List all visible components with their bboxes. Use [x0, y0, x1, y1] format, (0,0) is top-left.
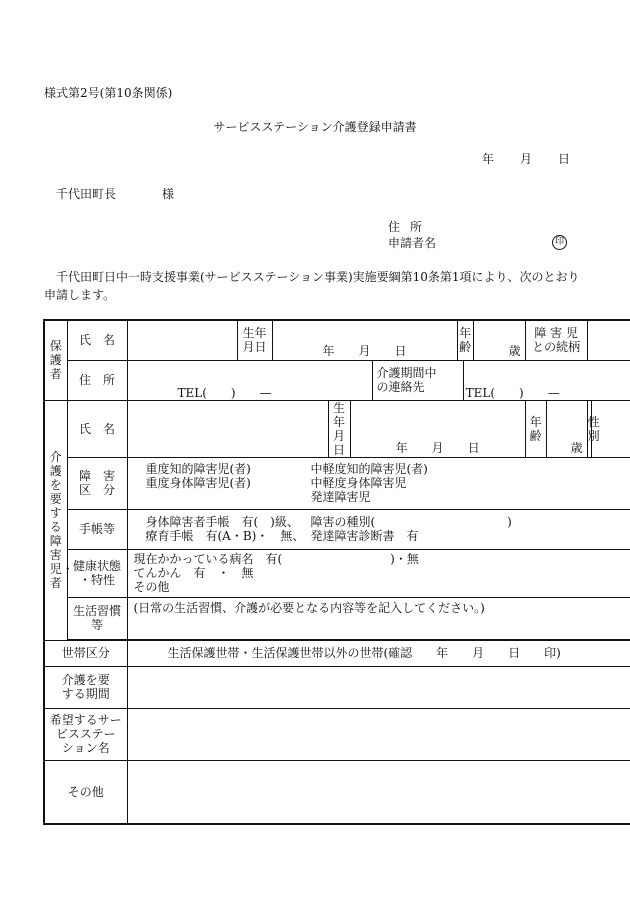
date-month: 月 [520, 152, 533, 166]
handbook-options[interactable] [127, 509, 630, 549]
habits-label: 生活習慣 等 [67, 597, 127, 639]
child-section-label: 介護を要する障害児・者 [44, 400, 67, 640]
child-row-habits [44, 597, 630, 639]
guardian-relation-label: 障 害 児 との続柄 [525, 320, 587, 360]
handbook-label: 手帳等 [67, 509, 127, 549]
guardian-name-label: 氏 名 [67, 320, 127, 360]
seal-mark: 印 [552, 235, 567, 250]
form-number: 様式第2号(第10条関係) [44, 86, 173, 100]
care-period-row [44, 666, 630, 708]
addressee [56, 187, 174, 201]
intro-text: 千代田町日中一時支援事業(サービスステーション事業)実施要綱第10条第1項により、次のとおり申請します。 [44, 270, 580, 302]
care-period-field[interactable] [127, 666, 630, 708]
applicant-name-label: 申請者名 [388, 236, 437, 250]
guardian-relation-field[interactable] [587, 320, 630, 360]
household-label: 世帯区分 [44, 640, 127, 666]
disability-option[interactable]: 中軽度身体障害児 [310, 476, 407, 490]
handbook-line[interactable]: 身体障害者手帳 有( )級、 [145, 515, 299, 529]
guardian-row-address [44, 360, 630, 400]
child-row-name [44, 400, 630, 457]
health-field[interactable] [127, 549, 630, 597]
child-row-health [44, 549, 630, 597]
guardian-row-name [44, 320, 630, 360]
child-age-field[interactable]: 歳 [546, 400, 587, 457]
guardian-contact-label: 介護期間中 の連絡先 [372, 360, 463, 400]
health-line[interactable]: その他 [133, 580, 170, 594]
addressee-name: 千代田町長 [56, 187, 117, 201]
child-row-handbook [44, 509, 630, 549]
guardian-address-label: 住 所 [67, 360, 127, 400]
date-year: 年 [482, 152, 495, 166]
disability-option[interactable]: 中軽度知的障害児(者) [310, 462, 428, 476]
health-line[interactable]: てんかん 有 ・ 無 [133, 566, 254, 580]
application-date [482, 152, 570, 166]
guardian-contact-field[interactable]: TEL( ) — [463, 360, 630, 400]
care-period-label: 介護を要 する期間 [44, 666, 127, 708]
addressee-suffix: 様 [162, 187, 175, 201]
disability-options[interactable] [127, 457, 630, 509]
child-age-label: 年 齢 [525, 400, 546, 457]
date-day: 日 [558, 152, 571, 166]
guardian-birth-label: 生年 月日 [237, 320, 272, 360]
other-row [44, 760, 630, 824]
handbook-line[interactable]: 療育手帳 有(A・B)・ 無、 [145, 529, 305, 543]
handbook-line[interactable]: 障害の種別( ) [310, 515, 512, 529]
child-birth-label: 生年 月日 [328, 400, 350, 457]
disability-option[interactable]: 発達障害児 [310, 490, 371, 504]
disability-label: 障 害 区 分 [67, 457, 127, 509]
health-label: 健康状態 ・特性 [67, 549, 127, 597]
disability-option[interactable]: 重度身体障害児(者) [145, 476, 251, 490]
guardian-age-label: 年 齢 [457, 320, 473, 360]
guardian-name-field[interactable] [127, 320, 237, 360]
guardian-section-label: 保護者 [44, 320, 67, 400]
child-sex-label: 性 別 [587, 400, 591, 457]
child-name-label: 氏 名 [67, 400, 127, 457]
household-field[interactable]: 生活保護世帯・生活保護世帯以外の世帯(確認 年 月 日 印) [127, 640, 630, 666]
health-line[interactable]: 現在かかっている病名 有( )・無 [133, 552, 419, 566]
habits-field[interactable]: (日常の生活習慣、介護が必要となる内容等を記入してください。) [127, 597, 630, 639]
station-field[interactable] [127, 708, 630, 760]
child-name-field[interactable] [127, 400, 328, 457]
disability-option[interactable]: 重度知的障害児(者) [145, 462, 251, 476]
guardian-birth-field[interactable]: 年 月 日 [272, 320, 457, 360]
station-label: 希望するサー ビスステー ション名 [44, 708, 127, 760]
other-field[interactable] [127, 760, 630, 824]
applicant-address-label: 住所 [388, 220, 433, 234]
other-label: その他 [44, 760, 127, 824]
household-row [44, 640, 630, 666]
child-row-disability [44, 457, 630, 509]
handbook-line[interactable]: 発達障害診断書 有 [310, 529, 419, 543]
guardian-address-field[interactable]: TEL( ) — [127, 360, 372, 400]
application-table [43, 319, 630, 825]
child-birth-field[interactable]: 年 月 日 [350, 400, 525, 457]
guardian-age-field[interactable]: 歳 [473, 320, 525, 360]
document-title: サービスステーション介護登録申請書 [213, 120, 417, 134]
station-row [44, 708, 630, 760]
